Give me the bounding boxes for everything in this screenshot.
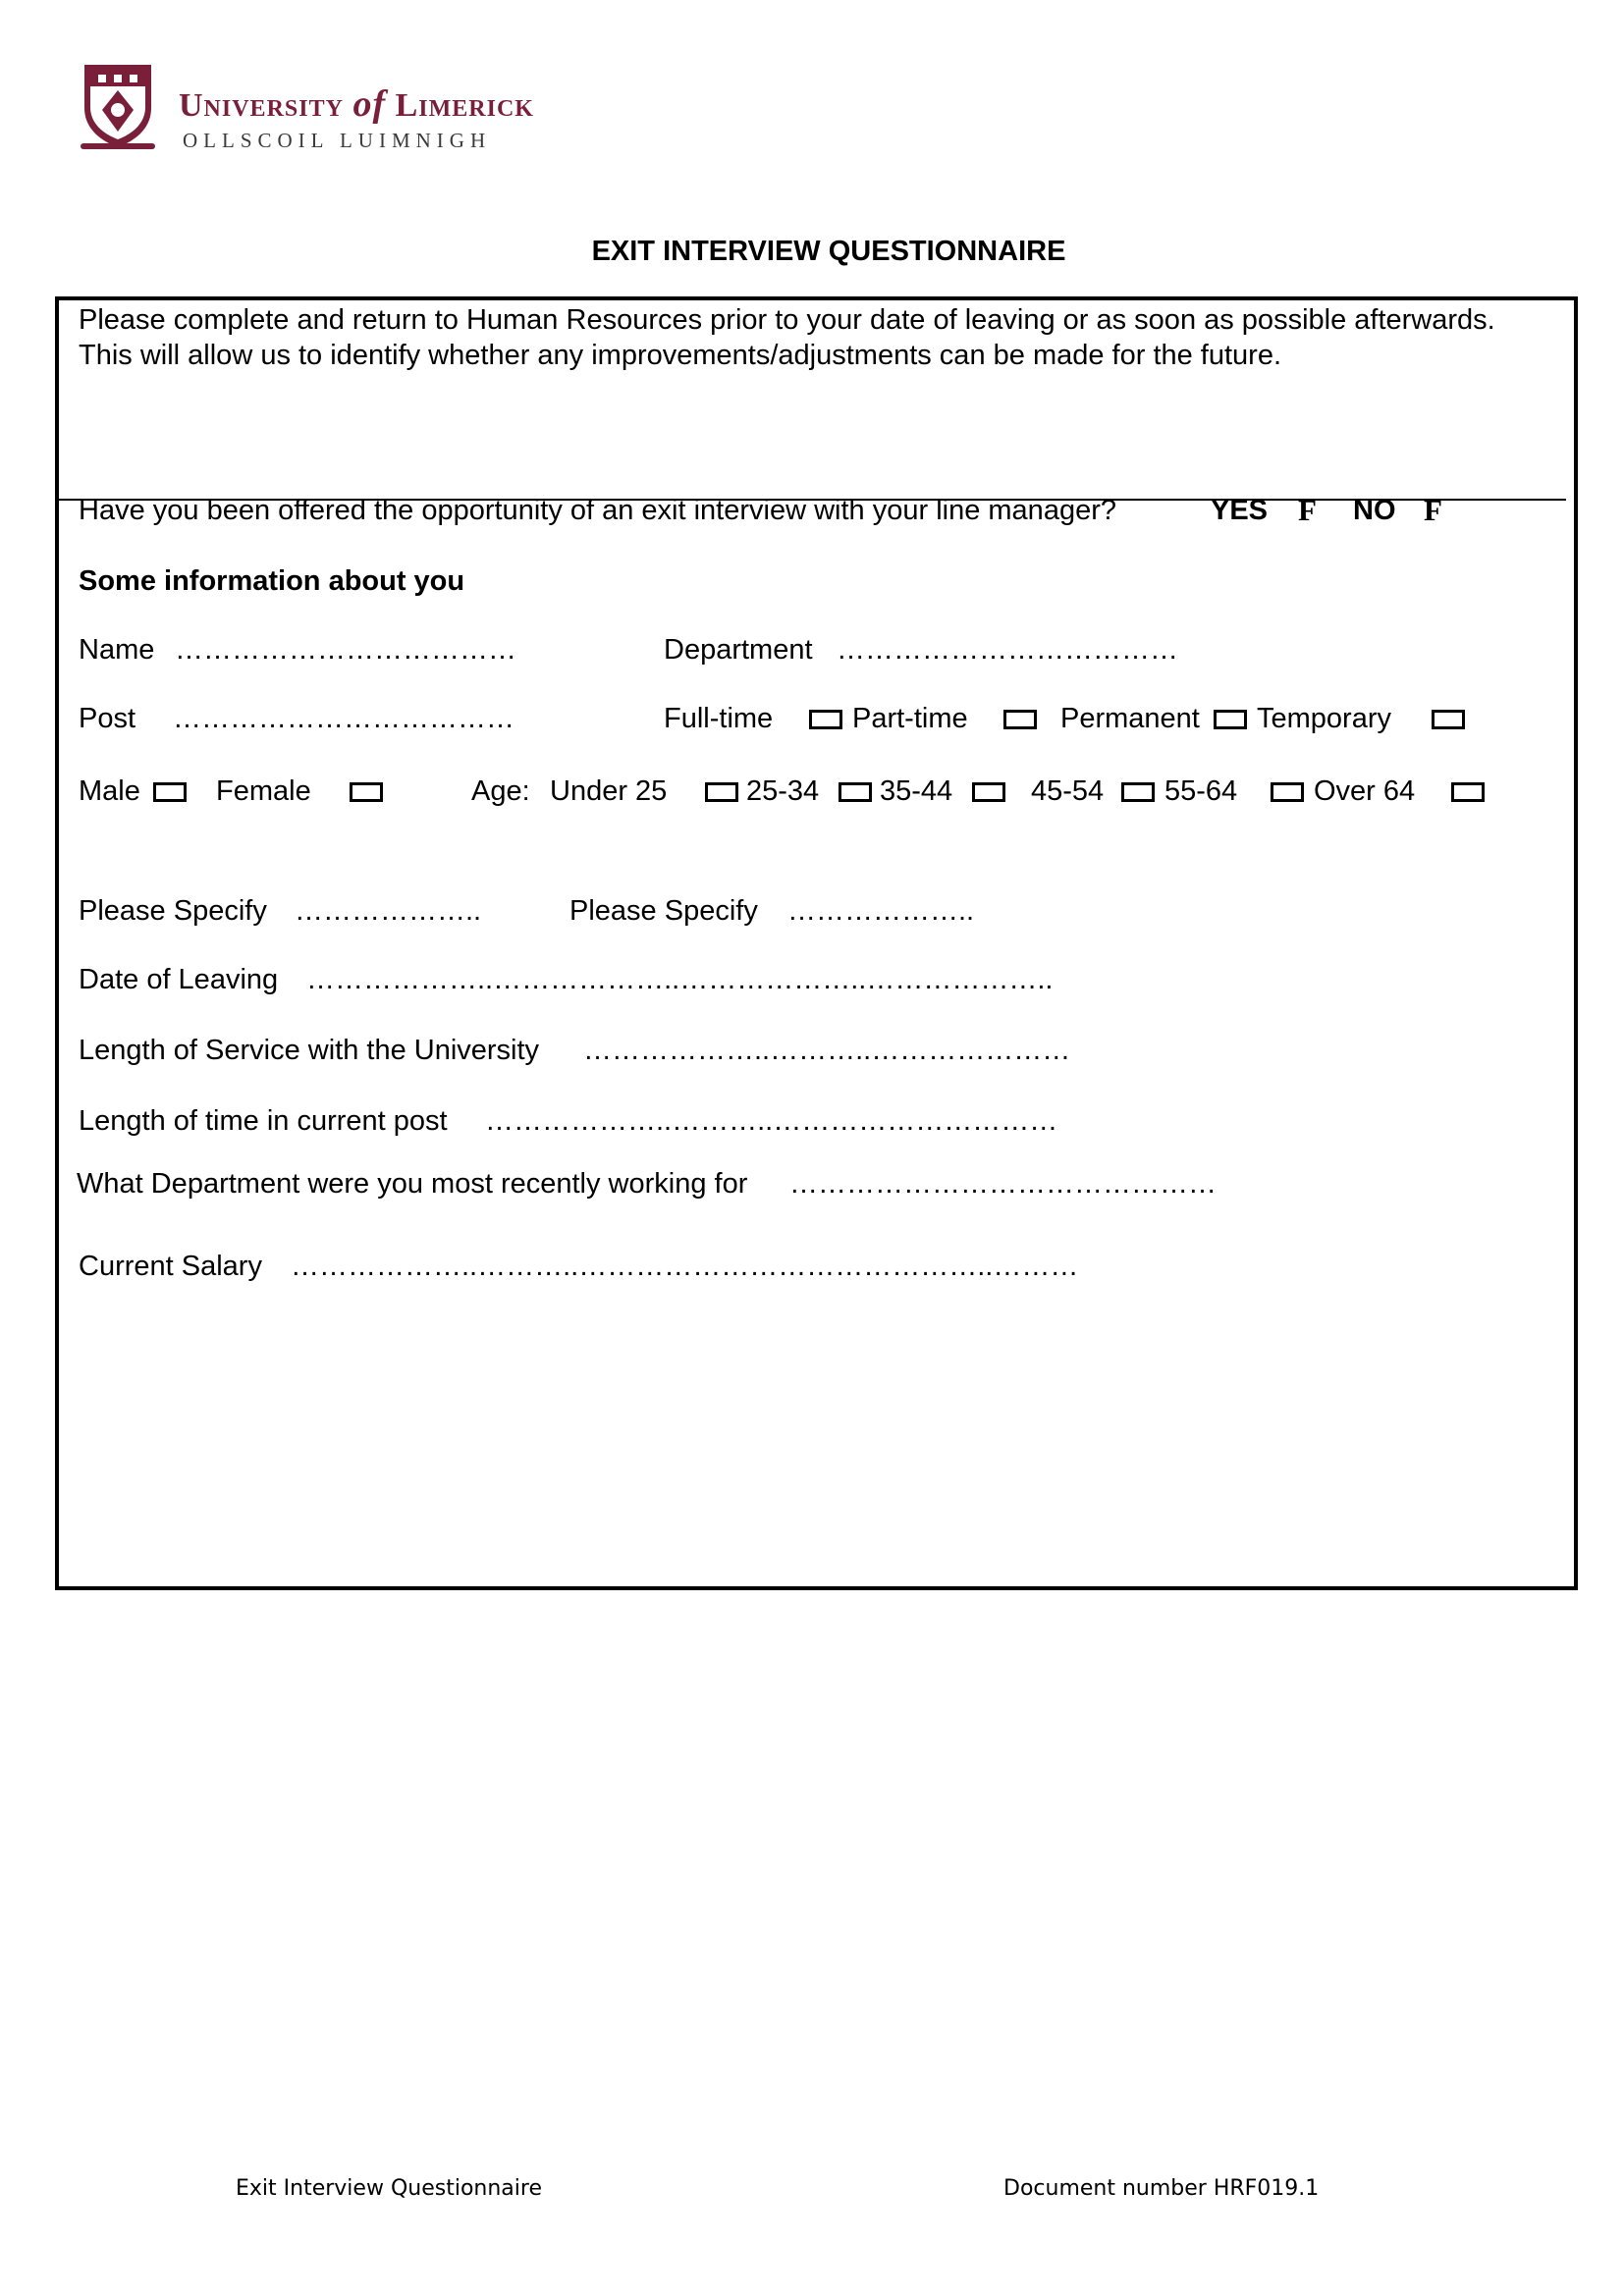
date-of-leaving-field[interactable]: ………………..………………..………………..………………..	[306, 964, 1054, 995]
footer-document-number: Document number HRF019.1	[1003, 2176, 1320, 2201]
permanent-checkbox[interactable]	[1214, 710, 1247, 729]
exit-interview-question: Have you been offered the opportunity of an exit interview with your line manager?	[79, 495, 1116, 526]
no-checkbox[interactable]: F	[1424, 493, 1442, 527]
university-name-logo: University of Limerick	[179, 83, 534, 125]
yes-label: YES	[1211, 495, 1269, 526]
temporary-checkbox[interactable]	[1432, 710, 1465, 729]
age-25-34-checkbox[interactable]	[839, 782, 872, 802]
part-time-label: Part-time	[852, 703, 968, 734]
age-35-44-label: 35-44	[880, 775, 953, 807]
current-salary-label: Current Salary	[79, 1251, 262, 1282]
age-55-64-checkbox[interactable]	[1271, 782, 1304, 802]
yes-checkbox[interactable]: F	[1298, 493, 1317, 527]
male-checkbox[interactable]	[153, 782, 187, 802]
university-crest-logo	[79, 61, 157, 151]
male-label: Male	[79, 775, 140, 807]
length-in-post-label: Length of time in current post	[79, 1105, 448, 1137]
please-specify-field-1[interactable]: ………………..	[295, 895, 482, 927]
age-45-54-label: 45-54	[1031, 775, 1105, 807]
age-label: Age:	[471, 775, 530, 807]
department-label: Department	[664, 634, 813, 666]
permanent-label: Permanent	[1060, 703, 1200, 734]
part-time-checkbox[interactable]	[1003, 710, 1037, 729]
age-55-64-label: 55-64	[1164, 775, 1238, 807]
age-over-64-checkbox[interactable]	[1451, 782, 1485, 802]
form-frame	[55, 296, 1578, 1590]
please-specify-label-2: Please Specify	[569, 895, 758, 927]
age-25-34-label: 25-34	[746, 775, 820, 807]
age-45-54-checkbox[interactable]	[1121, 782, 1155, 802]
female-label: Female	[216, 775, 311, 807]
full-time-label: Full-time	[664, 703, 774, 734]
age-over-64-label: Over 64	[1314, 775, 1416, 807]
no-label: NO	[1353, 495, 1396, 526]
post-field[interactable]: ………………………………	[173, 703, 514, 734]
please-specify-field-2[interactable]: ………………..	[787, 895, 975, 927]
current-salary-field[interactable]: ………………..………..……………………………………..………	[291, 1251, 1079, 1282]
female-checkbox[interactable]	[350, 782, 383, 802]
name-label: Name	[79, 634, 155, 666]
page-title: EXIT INTERVIEW QUESTIONNAIRE	[591, 236, 1066, 267]
length-of-service-field[interactable]: ………………..………..…………………	[583, 1035, 1071, 1066]
length-in-post-field[interactable]: ………………..………..…………………………	[485, 1105, 1058, 1137]
section-heading: Some information about you	[79, 565, 465, 597]
name-field[interactable]: ………………………………	[175, 634, 516, 666]
length-of-service-label: Length of Service with the University	[79, 1035, 540, 1066]
department-field[interactable]: ………………………………	[837, 634, 1178, 666]
age-under-25-label: Under 25	[550, 775, 668, 807]
recent-department-label: What Department were you most recently working for	[77, 1168, 748, 1200]
intro-text: Please complete and return to Human Resources prior to your date of leaving or as soon as possible afterwards. This will allow us to identify whether any improvements/adjustments can be made for the future.	[79, 304, 1495, 371]
post-label: Post	[79, 703, 136, 734]
please-specify-label-1: Please Specify	[79, 895, 267, 927]
recent-department-field[interactable]: ………………………………………	[789, 1168, 1217, 1200]
date-of-leaving-label: Date of Leaving	[79, 964, 279, 995]
full-time-checkbox[interactable]	[809, 710, 842, 729]
age-35-44-checkbox[interactable]	[972, 782, 1005, 802]
footer-document-title: Exit Interview Questionnaire	[236, 2176, 542, 2201]
temporary-label: Temporary	[1257, 703, 1391, 734]
university-irish-name: OLLSCOIL LUIMNIGH	[183, 129, 492, 152]
age-under-25-checkbox[interactable]	[705, 782, 738, 802]
